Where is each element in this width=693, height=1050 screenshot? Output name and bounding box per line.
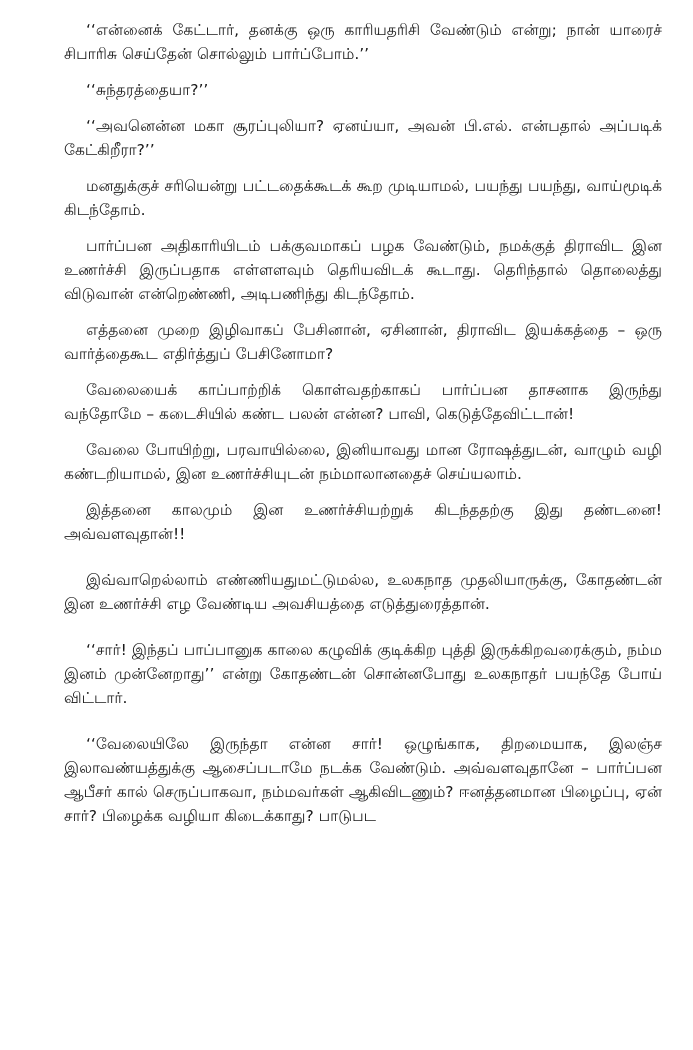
paragraph: மனதுக்குச் சரியென்று பட்டதைக்கூடக் கூற முடியாமல், பயந்து பயந்து, வாய்மூடிக் கிடந்தோம். [64,177,662,219]
paragraph: இத்தனை காலமும் இன உணர்ச்சியற்றுக் கிடந்ததற்கு இது தண்டனை! அவ்வளவுதான்!! [64,501,662,543]
paragraph: ‘‘சுந்தரத்தையா?’’ [86,81,209,99]
paragraph: ‘‘அவனென்ன மகா சூரப்புலியா? ஏனய்யா, அவன் பி.எல். என்பதால் அப்படிக் கேட்கிறீரா?’’ [64,117,662,159]
paragraph: வேலையைக் காப்பாற்றிக் கொள்வதற்காகப் பார்ப்பன தாசனாக இருந்து வந்தோமே – கடைசியில் கண்ட பலன் என்ன? பாவி, கெடுத்தேவிட்டான்! [64,381,662,423]
paragraph: பார்ப்பன அதிகாரியிடம் பக்குவமாகப் பழக வேண்டும், நமக்குத் திராவிட இன உணர்ச்சி இருப்பதாக எள்ளளவும் தெரியவிடக் கூடாது. தெரிந்தால் தொலைத்து விடுவான் என்றெண்ணி, அடிபணிந்து கிடந்தோம். [64,237,662,303]
paragraph: இவ்வாறெல்லாம் எண்ணியதுமட்டுமல்ல, உலகநாத முதலியாருக்கு, கோதண்டன் இன உணர்ச்சி எழ வேண்டிய அவசியத்தை எடுத்துரைத்தான். [64,571,662,613]
book-page [64,18,662,840]
paragraph: எத்தனை முறை இழிவாகப் பேசினான், ஏசினான், திராவிட இயக்கத்தை – ஒரு வார்த்தைகூட எதிர்த்துப் பேசினோமா? [64,321,662,363]
paragraph: ‘‘வேலையிலே இருந்தா என்ன சார்! ஒழுங்காக, திறமையாக, இலஞ்ச இலாவண்யத்துக்கு ஆசைப்படாமே நடக்க வேண்டும். அவ்வளவுதானே – பார்ப்பன ஆபீசர் கால் செருப்பாகவா, நம்மவர்கள் ஆகிவிடணும்? ஈனத்தனமான பிழைப்பு, ஏன் சார்? பிழைக்க வழியா கிடைக்காது? பாடுபட [64,735,662,825]
paragraph: ‘‘சார்! இந்தப் பாப்பானுக காலை கழுவிக் குடிக்கிற புத்தி இருக்கிறவரைக்கும், நம்ம இனம் முன்னேறாது’’ என்று கோதண்டன் சொன்னபோது உலகநாதர் பயந்தே போய் விட்டார். [64,641,662,707]
paragraph: வேலை போயிற்று, பரவாயில்லை, இனியாவது மான ரோஷத்துடன், வாழும் வழி கண்டறியாமல், இன உணர்ச்சியுடன் நம்மாலானதைச் செய்யலாம். [64,441,662,483]
paragraph: ‘‘என்னைக் கேட்டார், தனக்கு ஒரு காரியதரிசி வேண்டும் என்று; நான் யாரைச் சிபாரிசு செய்தேன் சொல்லும் பார்ப்போம்.’’ [64,21,662,63]
